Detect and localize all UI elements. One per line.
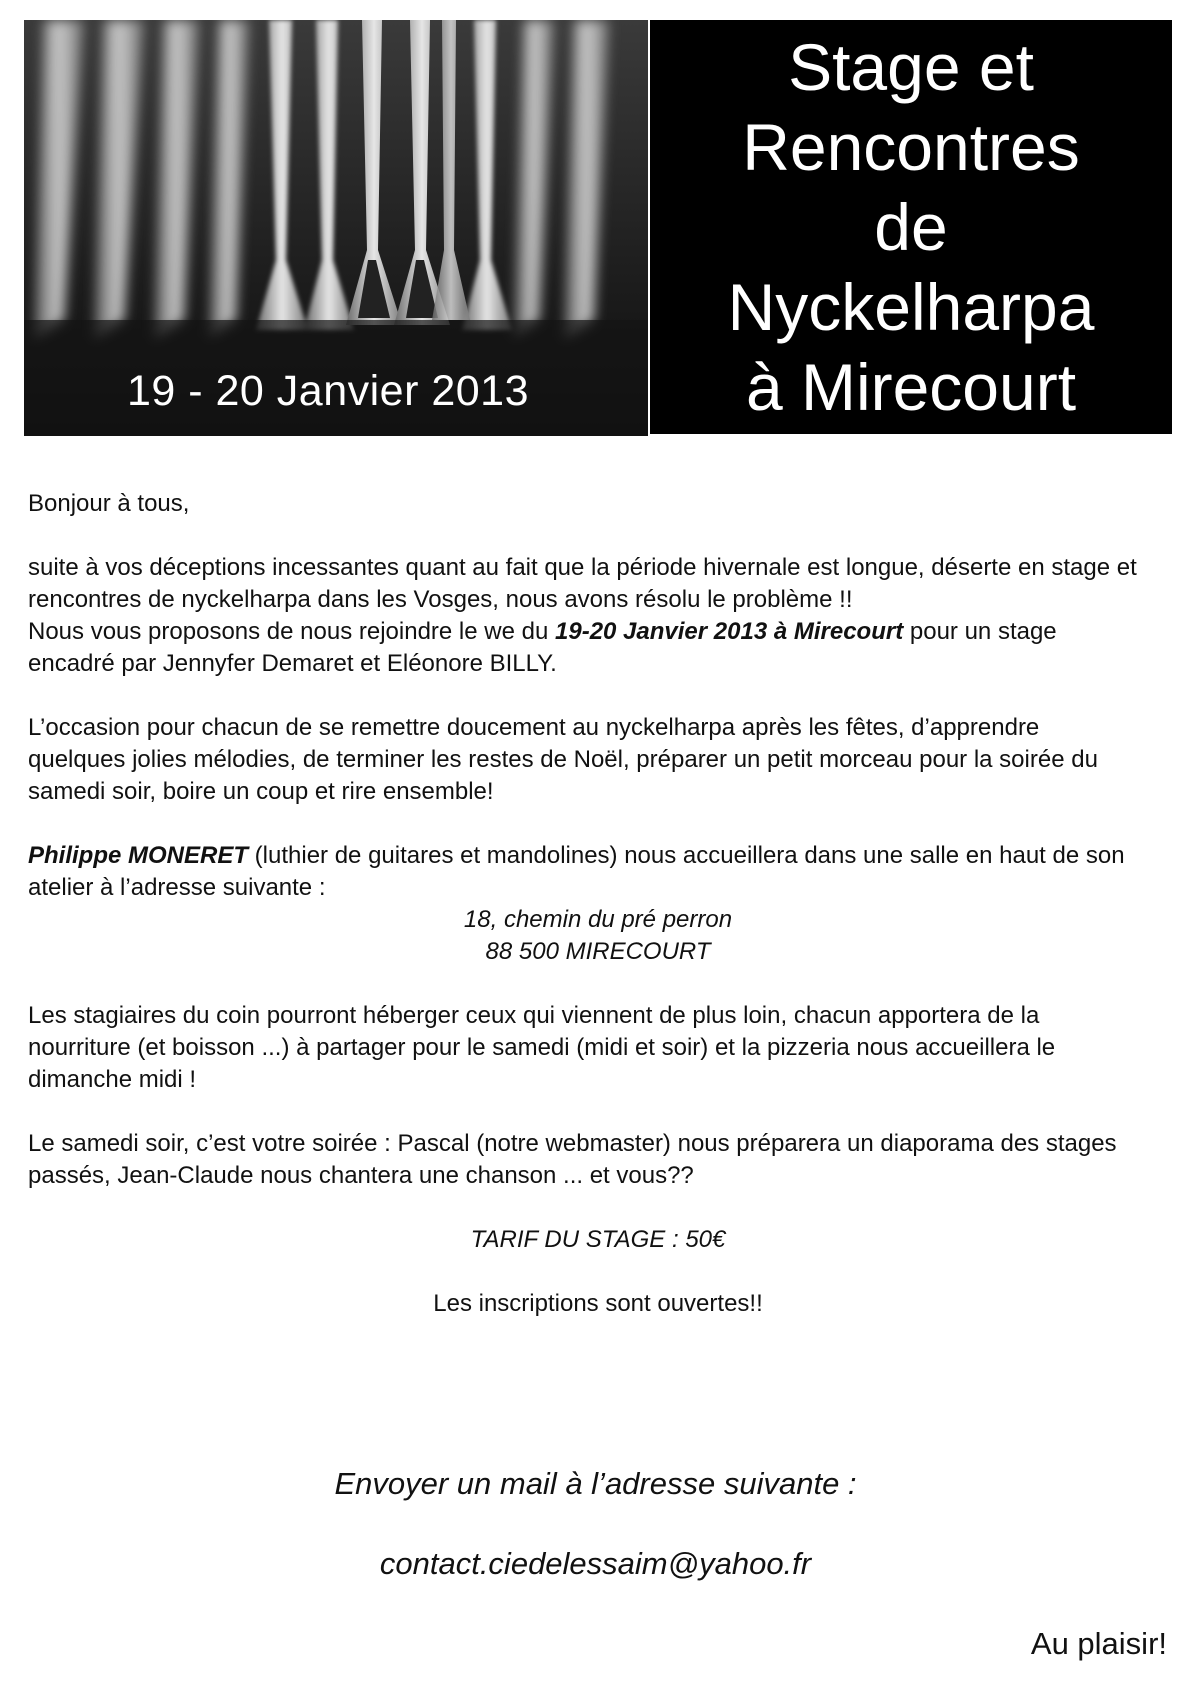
paragraph-2-line: quelques jolies mélodies, de terminer les restes de Noël, préparer un petit morceau pour la soirée du [28,746,1098,773]
paragraph-2-line: L’occasion pour chacun de se remettre doucement au nyckelharpa après les fêtes, d’apprendre [28,714,1040,741]
title-line: Nyckelharpa [727,270,1095,344]
paragraph-4-line: nourriture (et boisson ...) à partager pour le samedi (midi et soir) et la pizzeria nous accueillera le [28,1034,1056,1061]
paragraph-1-line: encadré par Jennyfer Demaret et Eléonore BILLY. [28,650,557,677]
signoff: Au plaisir! [1030,1626,1167,1661]
title-box [650,20,1172,434]
paragraph-3-line: atelier à l’adresse suivante : [28,874,326,901]
paragraph-4-line: dimanche midi ! [28,1066,197,1093]
address-line: 18, chemin du pré perron [463,906,733,933]
event-dates-highlight: 19-20 Janvier 2013 à Mirecourt [555,618,904,645]
header [24,20,1172,436]
registration-notice: Les inscriptions sont ouvertes!! [433,1290,763,1317]
text: Nous vous proposons de nous rejoindre le we du [28,618,555,645]
paragraph-3-line [28,840,1168,872]
paragraph-4-line: Les stagiaires du coin pourront héberger ceux qui viennent de plus loin, chacun apportera de la [28,1002,1040,1029]
text: (luthier de guitares et mandolines) nous accueillera dans une salle en haut de son [248,842,1125,869]
address-line: 88 500 MIRECOURT [485,938,711,965]
title-line: Stage et [788,30,1034,104]
photo-date-caption: 19 - 20 Janvier 2013 [126,367,530,415]
mail-prompt: Envoyer un mail à l’adresse suivante : [334,1466,857,1501]
page-title [728,27,1095,427]
nyckelharpa-photo [24,20,648,436]
contact-email[interactable]: contact.ciedelessaim@yahoo.fr [379,1546,812,1581]
paragraph-1-line [28,616,1168,648]
greeting: Bonjour à tous, [28,490,190,517]
title-line: à Mirecourt [745,350,1077,424]
host-name: Philippe MONERET [28,842,249,869]
text: pour un stage [903,618,1057,645]
title-line: de [874,190,948,264]
paragraph-5-line: Le samedi soir, c’est votre soirée : Pascal (notre webmaster) nous préparera un diaporama des stages [28,1130,1117,1157]
paragraph-2-line: samedi soir, boire un coup et rire ensemble! [28,778,494,805]
letter-body [28,488,1168,1320]
paragraph-1-line: rencontres de nyckelharpa dans les Vosges, nous avons résolu le problème !! [28,586,853,613]
title-line: Rencontres [742,110,1080,184]
paragraph-5-line: passés, Jean-Claude nous chantera une chanson ... et vous?? [28,1162,694,1189]
paragraph-1-line: suite à vos déceptions incessantes quant au fait que la période hivernale est longue, déserte en stage et [28,554,1137,581]
price: TARIF DU STAGE : 50€ [470,1226,726,1253]
